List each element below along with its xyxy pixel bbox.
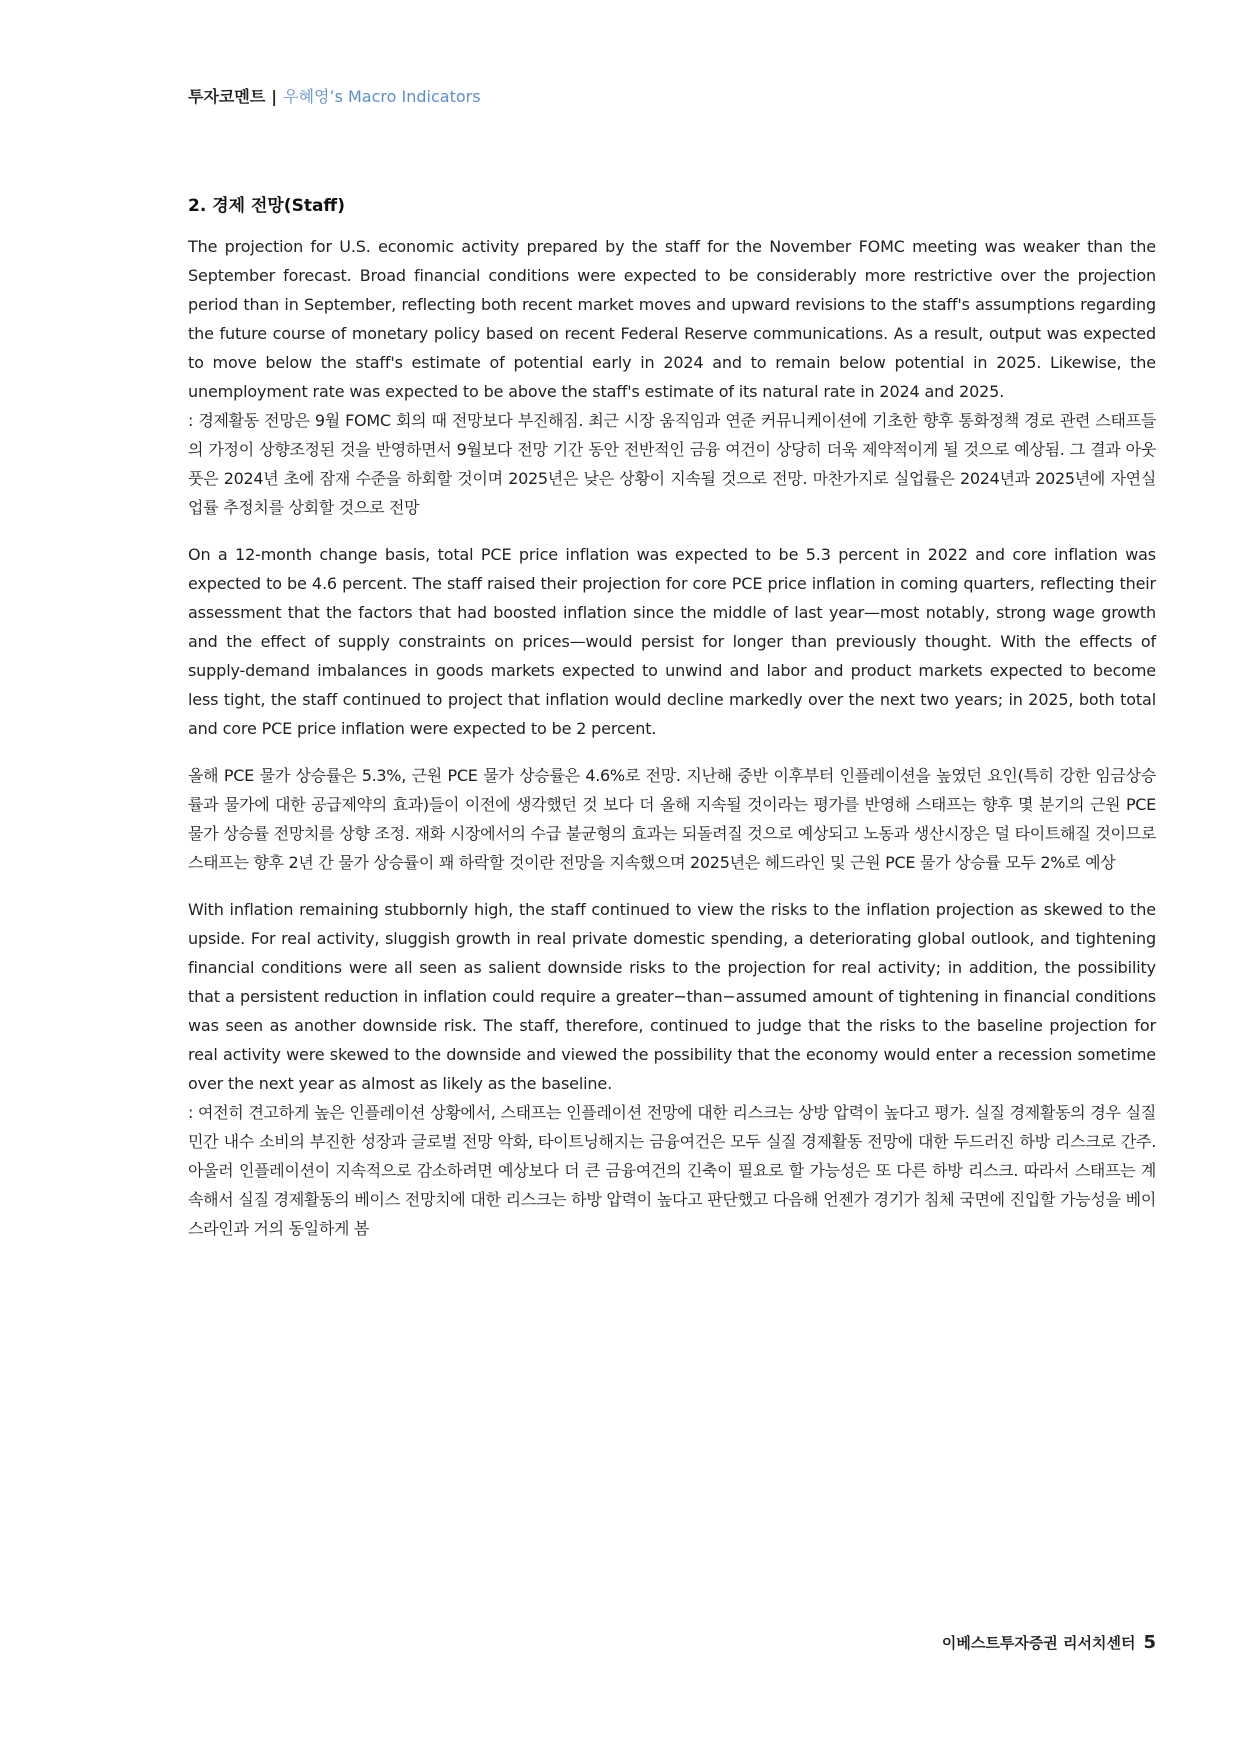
page-header: [188, 86, 481, 108]
footer-org: 이베스트투자증권 리서치센터: [941, 1634, 1136, 1652]
paragraph-kr-2: 올해 PCE 물가 상승률은 5.3%, 근원 PCE 물가 상승률은 4.6%로 전망. 지난해 중반 이후부터 인플레이션을 높였던 요인(특히 강한 임금상승률과 물가에 대한 공급제약의 효과)들이 이전에 생각했던 것 보다 더 올해 지속될 것이라는 평가를 반영해 스태프는 향후 몇 분기의 근원 PCE 물가 상승률 전망치를 상향 조정. 재화 시장에서의 수급 불균형의 효과는 되돌려질 것으로 예상되고 노동과 생산시장은 덜 타이트해질 것이므로 스태프는 향후 2년 간 물가 상승률이 꽤 하락할 것이란 전망을 지속했으며 2025년은 헤드라인 및 근원 PCE 물가 상승률 모두 2%로 예상: [188, 766, 1156, 872]
paragraph-kr-3: : 여전히 견고하게 높은 인플레이션 상황에서, 스태프는 인플레이션 전망에 대한 리스크는 상방 압력이 높다고 평가. 실질 경제활동의 경우 실질 민간 내수 소비의 부진한 성장과 글로벌 전망 악화, 타이트닝해지는 금융여건은 모두 실질 경제활동 전망에 대한 두드러진 하방 리스크로 간주. 아울러 인플레이션이 지속적으로 감소하려면 예상보다 더 큰 금융여건의 긴축이 필요로 할 가능성은 또 다른 하방 리스크. 따라서 스태프는 계속해서 실질 경제활동의 베이스 전망치에 대한 리스크는 하방 압력이 높다고 판단했고 다음해 언젠가 경기가 침체 국면에 진입할 가능성을 베이스라인과 거의 동일하게 봄: [188, 1103, 1156, 1238]
section-title: 2. 경제 전망(Staff): [188, 196, 345, 216]
paragraph-block-2: [188, 540, 1156, 743]
paragraph-block-4: [188, 895, 1156, 1243]
paragraph-block-3: [188, 761, 1156, 877]
header-separator: |: [271, 87, 278, 106]
paragraph-block-1: [188, 232, 1156, 522]
page-number: 5: [1143, 1632, 1156, 1653]
paragraph-en-3: With inflation remaining stubbornly high, the staff continued to view the risks to the inflation projection as skewed to the upside. For real activity, sluggish growth in real private domestic spending, a deteriorating global outlook, and tightening financial conditions were all seen as salient downside risks to the projection for real activity; in addition, the possibility that a persistent reduction in inflation could require a greater−than−assumed amount of tightening in financial conditions was seen as another downside risk. The staff, therefore, continued to judge that the risks to the baseline projection for real activity were skewed to the downside and viewed the possibility that the economy would enter a recession sometime over the next year as almost as likely as the baseline.: [188, 900, 1156, 1093]
header-category: 투자코멘트: [188, 87, 266, 106]
paragraph-kr-1: : 경제활동 전망은 9월 FOMC 회의 때 전망보다 부진해짐. 최근 시장 움직임과 연준 커뮤니케이션에 기초한 향후 통화정책 경로 관련 스태프들의 가정이 상향조정된 것을 반영하면서 9월보다 전망 기간 동안 전반적인 금융 여건이 상당히 더욱 제약적이게 될 것으로 예상됨. 그 결과 아웃풋은 2024년 초에 잠재 수준을 하회할 것이며 2025년은 낮은 상황이 지속될 것으로 전망. 마찬가지로 실업률은 2024년과 2025년에 자연실업률 추정치를 상회할 것으로 전망: [188, 411, 1156, 517]
header-series-title: 우혜영’s Macro Indicators: [283, 87, 481, 106]
main-content: [188, 194, 1156, 1261]
paragraph-en-1: The projection for U.S. economic activity prepared by the staff for the November FOMC meeting was weaker than the September forecast. Broad financial conditions were expected to be considerably more restrictive over the projection period than in September, reflecting both recent market moves and upward revisions to the staff's assumptions regarding the future course of monetary policy based on recent Federal Reserve communications. As a result, output was expected to move below the staff's estimate of potential early in 2024 and to remain below potential in 2025. Likewise, the unemployment rate was expected to be above the staff's estimate of its natural rate in 2024 and 2025.: [188, 237, 1156, 401]
paragraph-en-2: On a 12-month change basis, total PCE price inflation was expected to be 5.3 percent in 2022 and core inflation was expected to be 4.6 percent. The staff raised their projection for core PCE price inflation in coming quarters, reflecting their assessment that the factors that had boosted inflation since the middle of last year—most notably, strong wage growth and the effect of supply constraints on prices—would persist for longer than previously thought. With the effects of supply-demand imbalances in goods markets expected to unwind and labor and product markets expected to become less tight, the staff continued to project that inflation would decline markedly over the next two years; in 2025, both total and core PCE price inflation were expected to be 2 percent.: [188, 545, 1156, 738]
page-footer: [942, 1632, 1156, 1654]
